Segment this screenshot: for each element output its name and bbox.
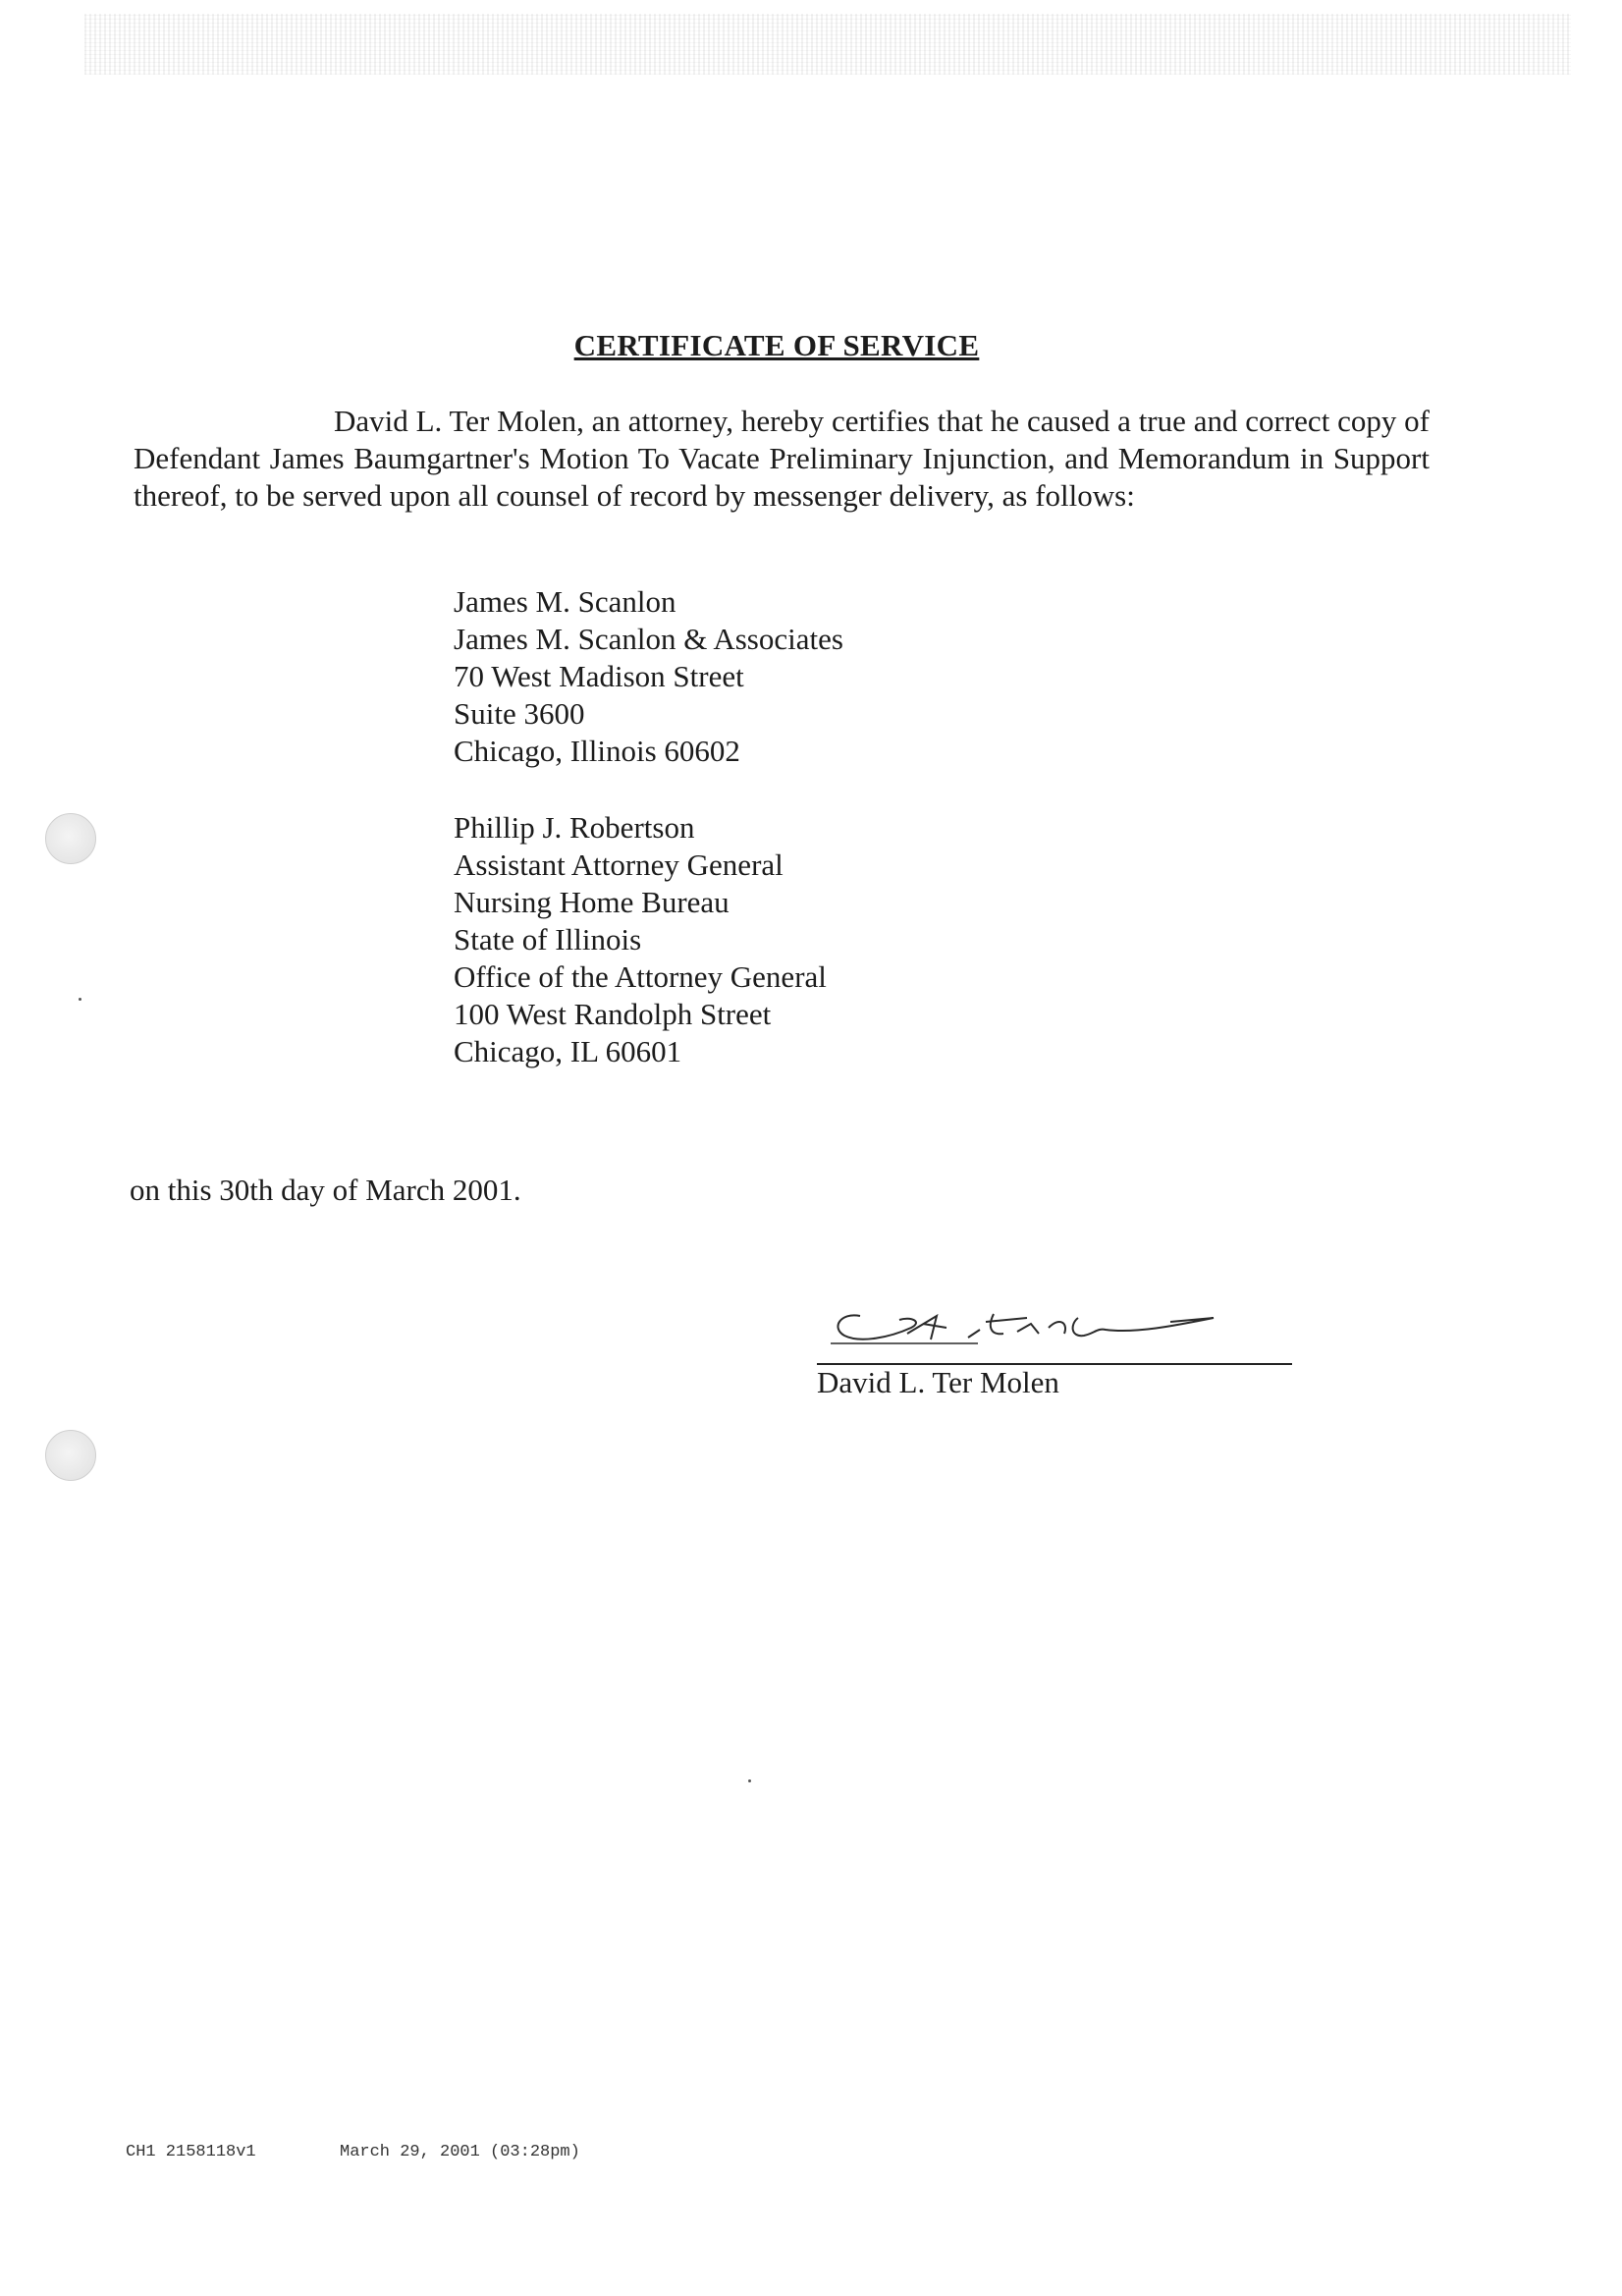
address-line: 100 West Randolph Street bbox=[454, 997, 772, 1031]
punch-hole-bottom bbox=[45, 1430, 96, 1481]
address-line: Assistant Attorney General bbox=[454, 847, 784, 882]
document-footer bbox=[126, 2143, 580, 2161]
address-line: Chicago, IL 60601 bbox=[454, 1034, 682, 1068]
address-line: 70 West Madison Street bbox=[454, 659, 744, 693]
recipient-address-block bbox=[454, 583, 843, 770]
address-line: Office of the Attorney General bbox=[454, 959, 827, 994]
address-line: Phillip J. Robertson bbox=[454, 810, 695, 845]
signer-name: David L. Ter Molen bbox=[817, 1365, 1059, 1399]
footer-doc-id: CH1 2158118v1 bbox=[126, 2143, 256, 2161]
address-line: State of Illinois bbox=[454, 922, 642, 957]
scan-speck bbox=[748, 1779, 751, 1782]
address-line: James M. Scanlon & Associates bbox=[454, 622, 843, 656]
certification-paragraph: David L. Ter Molen, an attorney, hereby certifies that he caused a true and correct copy of Defendant James Baumgartner's Motion To Vacate Preliminary Injunction, and Memorandum in Support thereof, to be served upon all counsel of record by messenger delivery, as follows: bbox=[134, 404, 1430, 513]
footer-timestamp: March 29, 2001 (03:28pm) bbox=[340, 2143, 580, 2161]
address-line: Suite 3600 bbox=[454, 696, 585, 731]
handwritten-signature bbox=[821, 1294, 1312, 1357]
service-date-line: on this 30th day of March 2001. bbox=[130, 1173, 521, 1207]
address-line: James M. Scanlon bbox=[454, 584, 676, 619]
address-line: Chicago, Illinois 60602 bbox=[454, 734, 740, 768]
address-line: Nursing Home Bureau bbox=[454, 885, 730, 919]
document-title: CERTIFICATE OF SERVICE bbox=[573, 328, 980, 362]
scan-artifact-strip bbox=[84, 14, 1571, 75]
punch-hole-top bbox=[45, 813, 96, 864]
scan-speck bbox=[79, 998, 81, 1001]
recipient-address-block bbox=[454, 809, 827, 1070]
